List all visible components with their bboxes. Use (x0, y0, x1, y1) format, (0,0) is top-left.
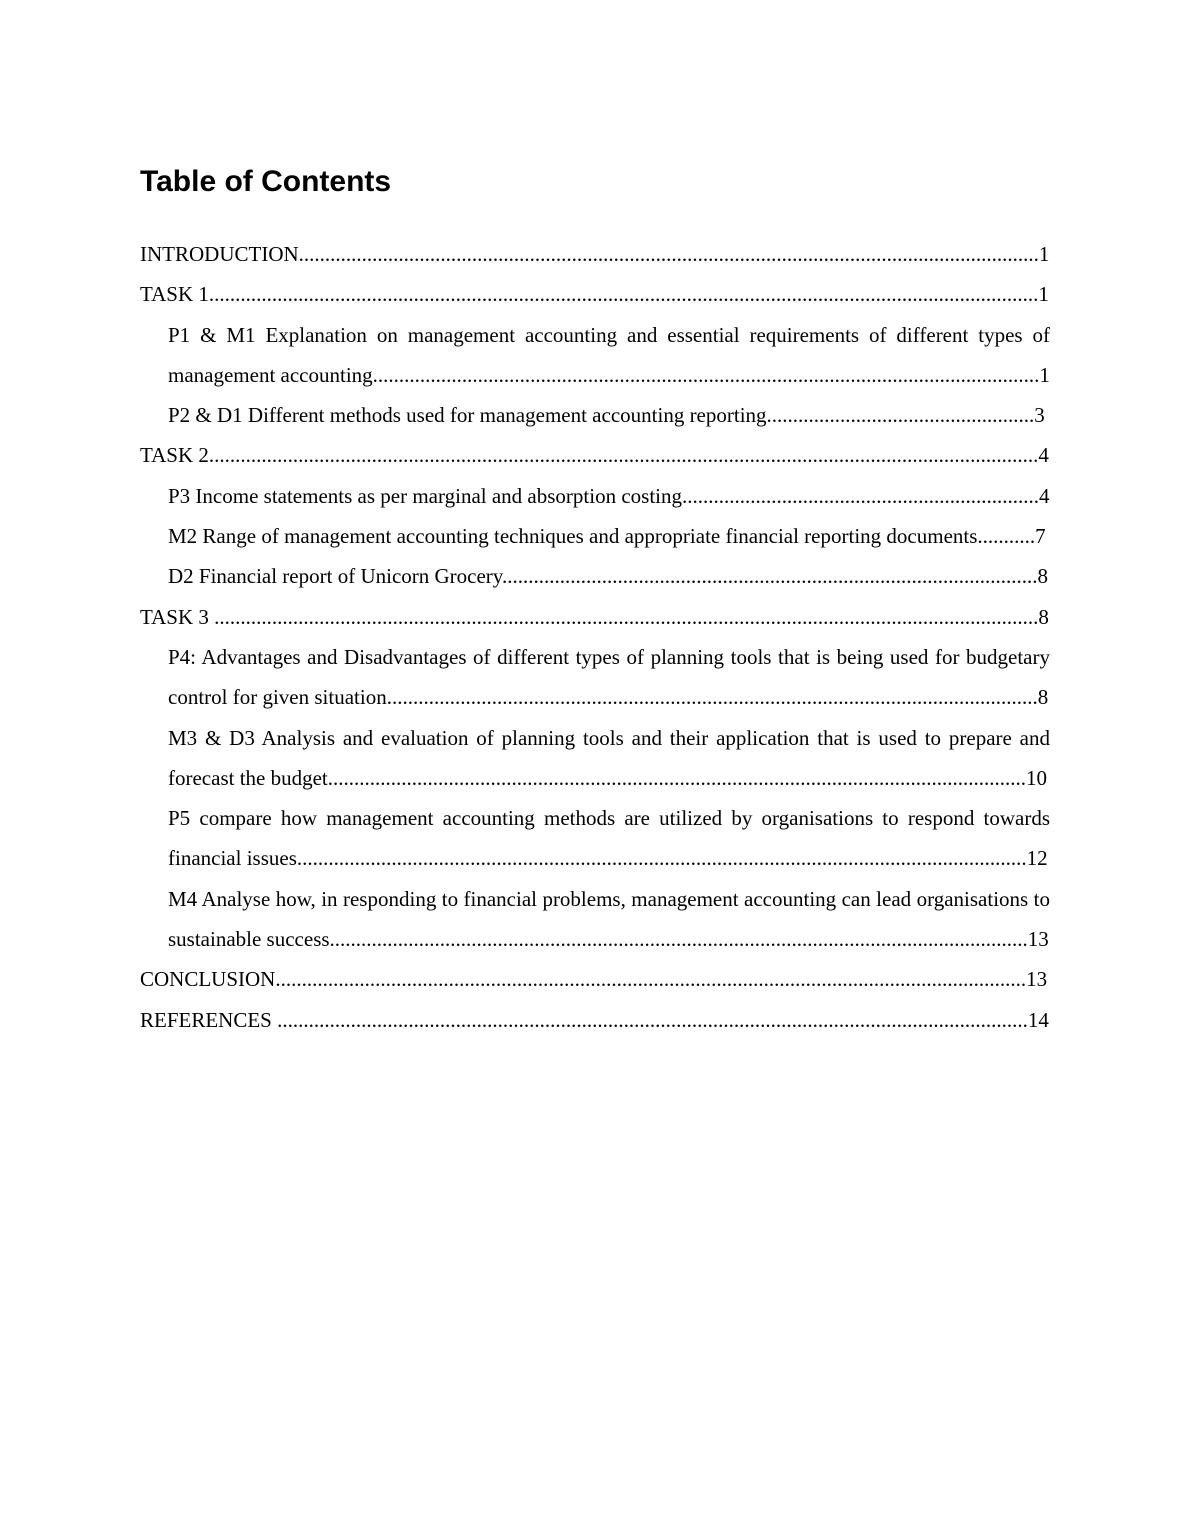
dot-leader: ............................................................................................................................... (372, 362, 1040, 387)
toc-entry[interactable] (140, 274, 1050, 314)
toc-entry-text[interactable]: D2 Financial report of Unicorn Grocery (168, 564, 502, 589)
dot-leader: .............................................................................................................................................................. (208, 443, 1039, 468)
dot-leader: ................................................... (766, 403, 1035, 428)
toc-entry-page[interactable]: 4 (1038, 443, 1049, 468)
toc-entry[interactable] (140, 597, 1050, 637)
toc-entry-text[interactable]: P3 Income statements as per marginal and absorption costing (168, 483, 682, 508)
toc-entry-page[interactable]: 12 (1026, 846, 1048, 871)
toc-entry-text[interactable]: INTRODUCTION (140, 242, 299, 266)
toc-entry-text[interactable]: P4: Advantages and Disadvantages of different types of planning tools that is being used for budgetary control for given situation (168, 644, 1050, 710)
toc-entry[interactable] (140, 315, 1050, 396)
toc-entry[interactable] (140, 516, 1050, 556)
toc-entry-page[interactable]: 8 (1037, 564, 1048, 589)
toc-entry-text[interactable]: M3 & D3 Analysis and evaluation of planning tools and their application that is used to prepare and forecast the budget (168, 725, 1050, 790)
toc-entry[interactable] (140, 637, 1050, 718)
toc-entry-page[interactable]: 1 (1039, 362, 1050, 387)
toc-entry[interactable] (140, 959, 1050, 999)
toc-entry[interactable] (140, 556, 1050, 596)
table-of-contents (140, 234, 1050, 1040)
toc-entry-page[interactable]: 4 (1039, 483, 1050, 508)
toc-entry-text[interactable]: TASK 3 (140, 604, 215, 629)
toc-entry-text[interactable]: REFERENCES (140, 1007, 278, 1032)
toc-entry[interactable] (140, 234, 1050, 274)
toc-entry-text[interactable]: M2 Range of management accounting techniques and appropriate financial reporting documents (168, 524, 978, 549)
toc-entry[interactable] (140, 718, 1050, 799)
toc-entry-page[interactable]: 7 (1035, 524, 1046, 549)
dot-leader: ............................................................................................................................................... (275, 967, 1027, 992)
toc-entry-page[interactable]: 3 (1034, 403, 1045, 428)
toc-entry-page[interactable]: 13 (1027, 927, 1049, 952)
toc-entry-text[interactable]: P1 & M1 Explanation on management accounting and essential requirements of different types of management accounting (168, 322, 1050, 387)
dot-leader: ...................................................................................................... (501, 564, 1038, 589)
toc-entry[interactable] (140, 395, 1050, 435)
toc-entry-page[interactable]: 13 (1026, 967, 1048, 992)
toc-entry-page[interactable]: 8 (1038, 604, 1049, 629)
document-page (140, 160, 1050, 1040)
toc-entry-page[interactable]: 1 (1038, 242, 1050, 266)
toc-entry[interactable] (140, 798, 1050, 879)
toc-entry-text[interactable]: TASK 1 (140, 282, 209, 307)
toc-entry-page[interactable]: 8 (1037, 685, 1049, 710)
toc-entry[interactable] (140, 435, 1050, 475)
toc-entry-page[interactable]: 14 (1027, 1007, 1049, 1032)
toc-entry-text[interactable]: P5 compare how management accounting methods are utilized by organisations to respond towards financial issues (168, 806, 1050, 871)
toc-entry-text[interactable]: CONCLUSION (140, 967, 276, 992)
toc-entry[interactable] (140, 1000, 1050, 1040)
dot-leader: ............................................................................................................................................. (298, 242, 1039, 266)
dot-leader: ........... (977, 524, 1036, 549)
dot-leader: ............................................................................................................................................................. (214, 604, 1039, 629)
dot-leader: ........................................................................................................................................... (296, 846, 1027, 871)
dot-leader: ............................................................................................................................ (386, 685, 1038, 710)
dot-leader: ............................................................................................................................................... (277, 1007, 1028, 1032)
dot-leader: ..................................................................................................................................... (327, 765, 1027, 790)
dot-leader: .................................................................... (682, 483, 1039, 508)
dot-leader: ..................................................................................................................................... (329, 927, 1028, 952)
toc-entry-page[interactable]: 10 (1026, 765, 1048, 790)
toc-title: Table of Contents (140, 165, 392, 198)
toc-entry-text[interactable]: M4 Analyse how, in responding to financial problems, management accounting can lead organisations to sustainable success (168, 886, 1050, 952)
dot-leader: .............................................................................................................................................................. (208, 282, 1039, 307)
toc-entry-text[interactable]: TASK 2 (140, 443, 209, 468)
toc-entry-text[interactable]: P2 & D1 Different methods used for management accounting reporting (168, 403, 767, 428)
toc-entry[interactable] (140, 476, 1050, 516)
toc-entry[interactable] (140, 879, 1050, 960)
toc-entry-page[interactable]: 1 (1038, 282, 1049, 307)
